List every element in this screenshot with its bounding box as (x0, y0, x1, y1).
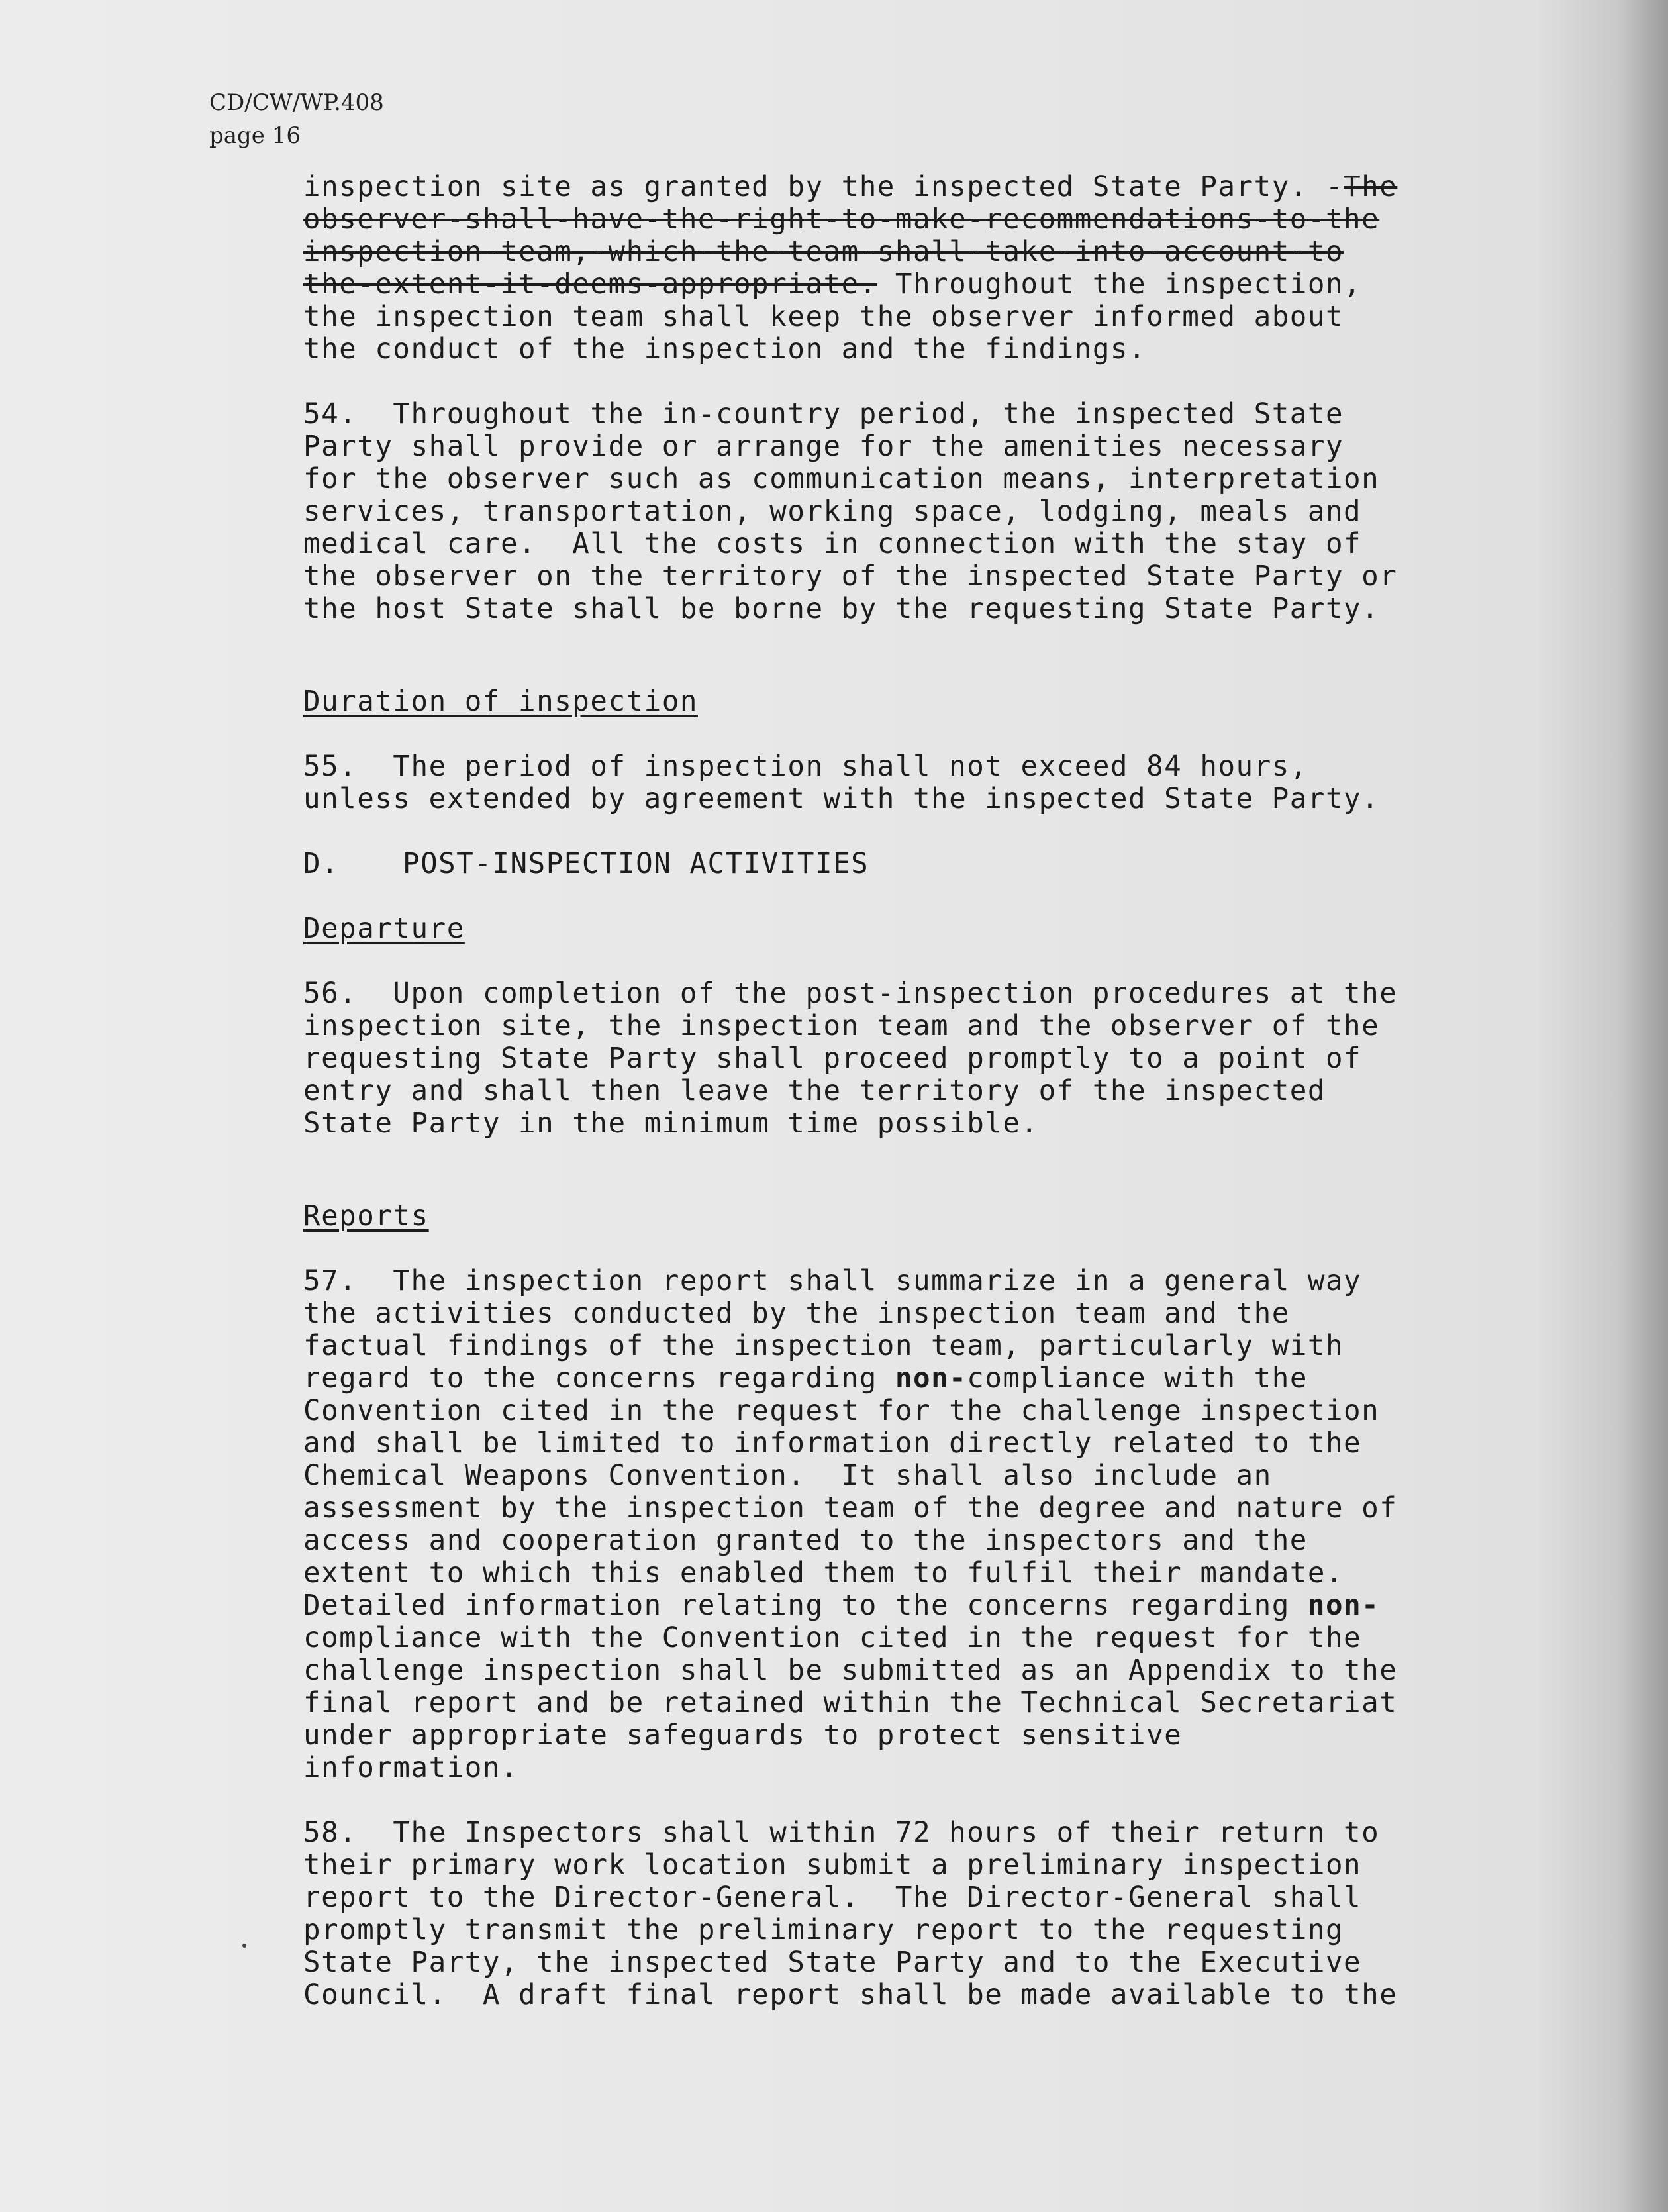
text-line: factual findings of the inspection team, particularly with (303, 1330, 1344, 1362)
text-span: inspection site as granted by the inspected State Party. - (303, 171, 1344, 203)
text-line: medical care. All the costs in connection with the stay of (303, 528, 1362, 560)
text-line: 58. The Inspectors shall within 72 hours of their return to (303, 1817, 1380, 1849)
section-heading-d (303, 848, 1508, 880)
text-line: promptly transmit the preliminary report to the requesting (303, 1914, 1344, 1946)
struck-line: observer-shall-have-the-right-to-make-recommendations-to-the (303, 203, 1380, 236)
text-line (303, 171, 1508, 203)
spacer (303, 945, 1508, 978)
text-line: entry and shall then leave the territory of the inspected (303, 1075, 1326, 1107)
heading-reports: Reports (303, 1200, 429, 1232)
text-line: final report and be retained within the Technical Secretariat (303, 1687, 1398, 1719)
text-line: Party shall provide or arrange for the amenities necessary (303, 430, 1344, 463)
text-line: State Party in the minimum time possible. (303, 1107, 1039, 1140)
paragraph-56 (303, 978, 1508, 1140)
text-span: compliance with the (967, 1362, 1308, 1395)
spacer (303, 880, 1508, 913)
spacer (303, 625, 1508, 658)
document-body (303, 171, 1508, 2011)
text-line: report to the Director-General. The Director-General shall (303, 1882, 1362, 1914)
stray-dot-mark (242, 1944, 246, 1948)
section-title: POST-INSPECTION ACTIVITIES (403, 848, 869, 880)
text-line: for the observer such as communication means, interpretation (303, 463, 1380, 495)
text-line: their primary work location submit a preliminary inspection (303, 1849, 1362, 1882)
bold-text: non- (1307, 1589, 1380, 1622)
heading-departure: Departure (303, 913, 465, 945)
paragraph-58 (303, 1817, 1508, 2011)
text-line: information. (303, 1752, 519, 1784)
text-line: and shall be limited to information directly related to the (303, 1427, 1362, 1460)
document-header (209, 86, 384, 152)
text-line: Council. A draft final report shall be made available to the (303, 1979, 1398, 2011)
text-line: access and cooperation granted to the inspectors and the (303, 1525, 1308, 1557)
section-letter: D. (303, 848, 340, 880)
text-line (303, 1589, 1508, 1622)
text-line: the host State shall be borne by the requesting State Party. (303, 593, 1380, 625)
text-line: Chemical Weapons Convention. It shall also include an (303, 1460, 1272, 1492)
document-symbol: CD/CW/WP.408 (209, 89, 384, 116)
struck-line: inspection-team,-which-the-team-shall-take-into-account-to (303, 236, 1344, 268)
paragraph-55 (303, 750, 1508, 815)
spacer (303, 1140, 1508, 1172)
spacer (303, 815, 1508, 848)
spacer (303, 1232, 1508, 1265)
text-line: under appropriate safeguards to protect sensitive (303, 1719, 1183, 1752)
text-line: 55. The period of inspection shall not exceed 84 hours, (303, 750, 1308, 783)
text-line: services, transportation, working space, lodging, meals and (303, 495, 1362, 528)
text-line: the inspection team shall keep the observer informed about (303, 301, 1344, 333)
text-line: inspection site, the inspection team and the observer of the (303, 1010, 1380, 1042)
spacer (303, 658, 1508, 685)
spacer (303, 1172, 1508, 1200)
text-span: Throughout the inspection, (877, 268, 1362, 301)
text-span: Detailed information relating to the concerns regarding (303, 1589, 1308, 1622)
text-line: unless extended by agreement with the inspected State Party. (303, 783, 1380, 815)
spacer (303, 366, 1508, 398)
text-span: regard to the concerns regarding (303, 1362, 895, 1395)
text-line (303, 1362, 1508, 1395)
text-line (303, 268, 1508, 301)
text-line: 57. The inspection report shall summarize in a general way (303, 1265, 1362, 1297)
page-number: page 16 (209, 123, 301, 149)
text-line: 56. Upon completion of the post-inspection procedures at the (303, 978, 1398, 1010)
text-line: Convention cited in the request for the challenge inspection (303, 1395, 1380, 1427)
text-line: requesting State Party shall proceed promptly to a point of (303, 1042, 1362, 1075)
text-line: challenge inspection shall be submitted as an Appendix to the (303, 1654, 1398, 1687)
heading-duration-of-inspection: Duration of inspection (303, 685, 698, 718)
paragraph-54 (303, 398, 1508, 625)
text-line: compliance with the Convention cited in the request for the (303, 1622, 1362, 1654)
text-line: the conduct of the inspection and the findings. (303, 333, 1147, 366)
spacer (303, 1784, 1508, 1817)
paragraph-53-continued (303, 171, 1508, 366)
text-line: the observer on the territory of the inspected State Party or (303, 560, 1398, 593)
paragraph-57 (303, 1265, 1508, 1784)
text-line: extent to which this enabled them to fulfil their mandate. (303, 1557, 1344, 1589)
spacer (303, 718, 1508, 750)
text-line: 54. Throughout the in-country period, the inspected State (303, 398, 1344, 430)
struck-text: the-extent-it-deems-appropriate. (303, 268, 877, 301)
text-line: State Party, the inspected State Party and to the Executive (303, 1946, 1362, 1979)
text-line: assessment by the inspection team of the degree and nature of (303, 1492, 1398, 1525)
struck-text: The (1344, 171, 1398, 203)
text-line: the activities conducted by the inspection team and the (303, 1297, 1290, 1330)
bold-text: non- (895, 1362, 967, 1395)
